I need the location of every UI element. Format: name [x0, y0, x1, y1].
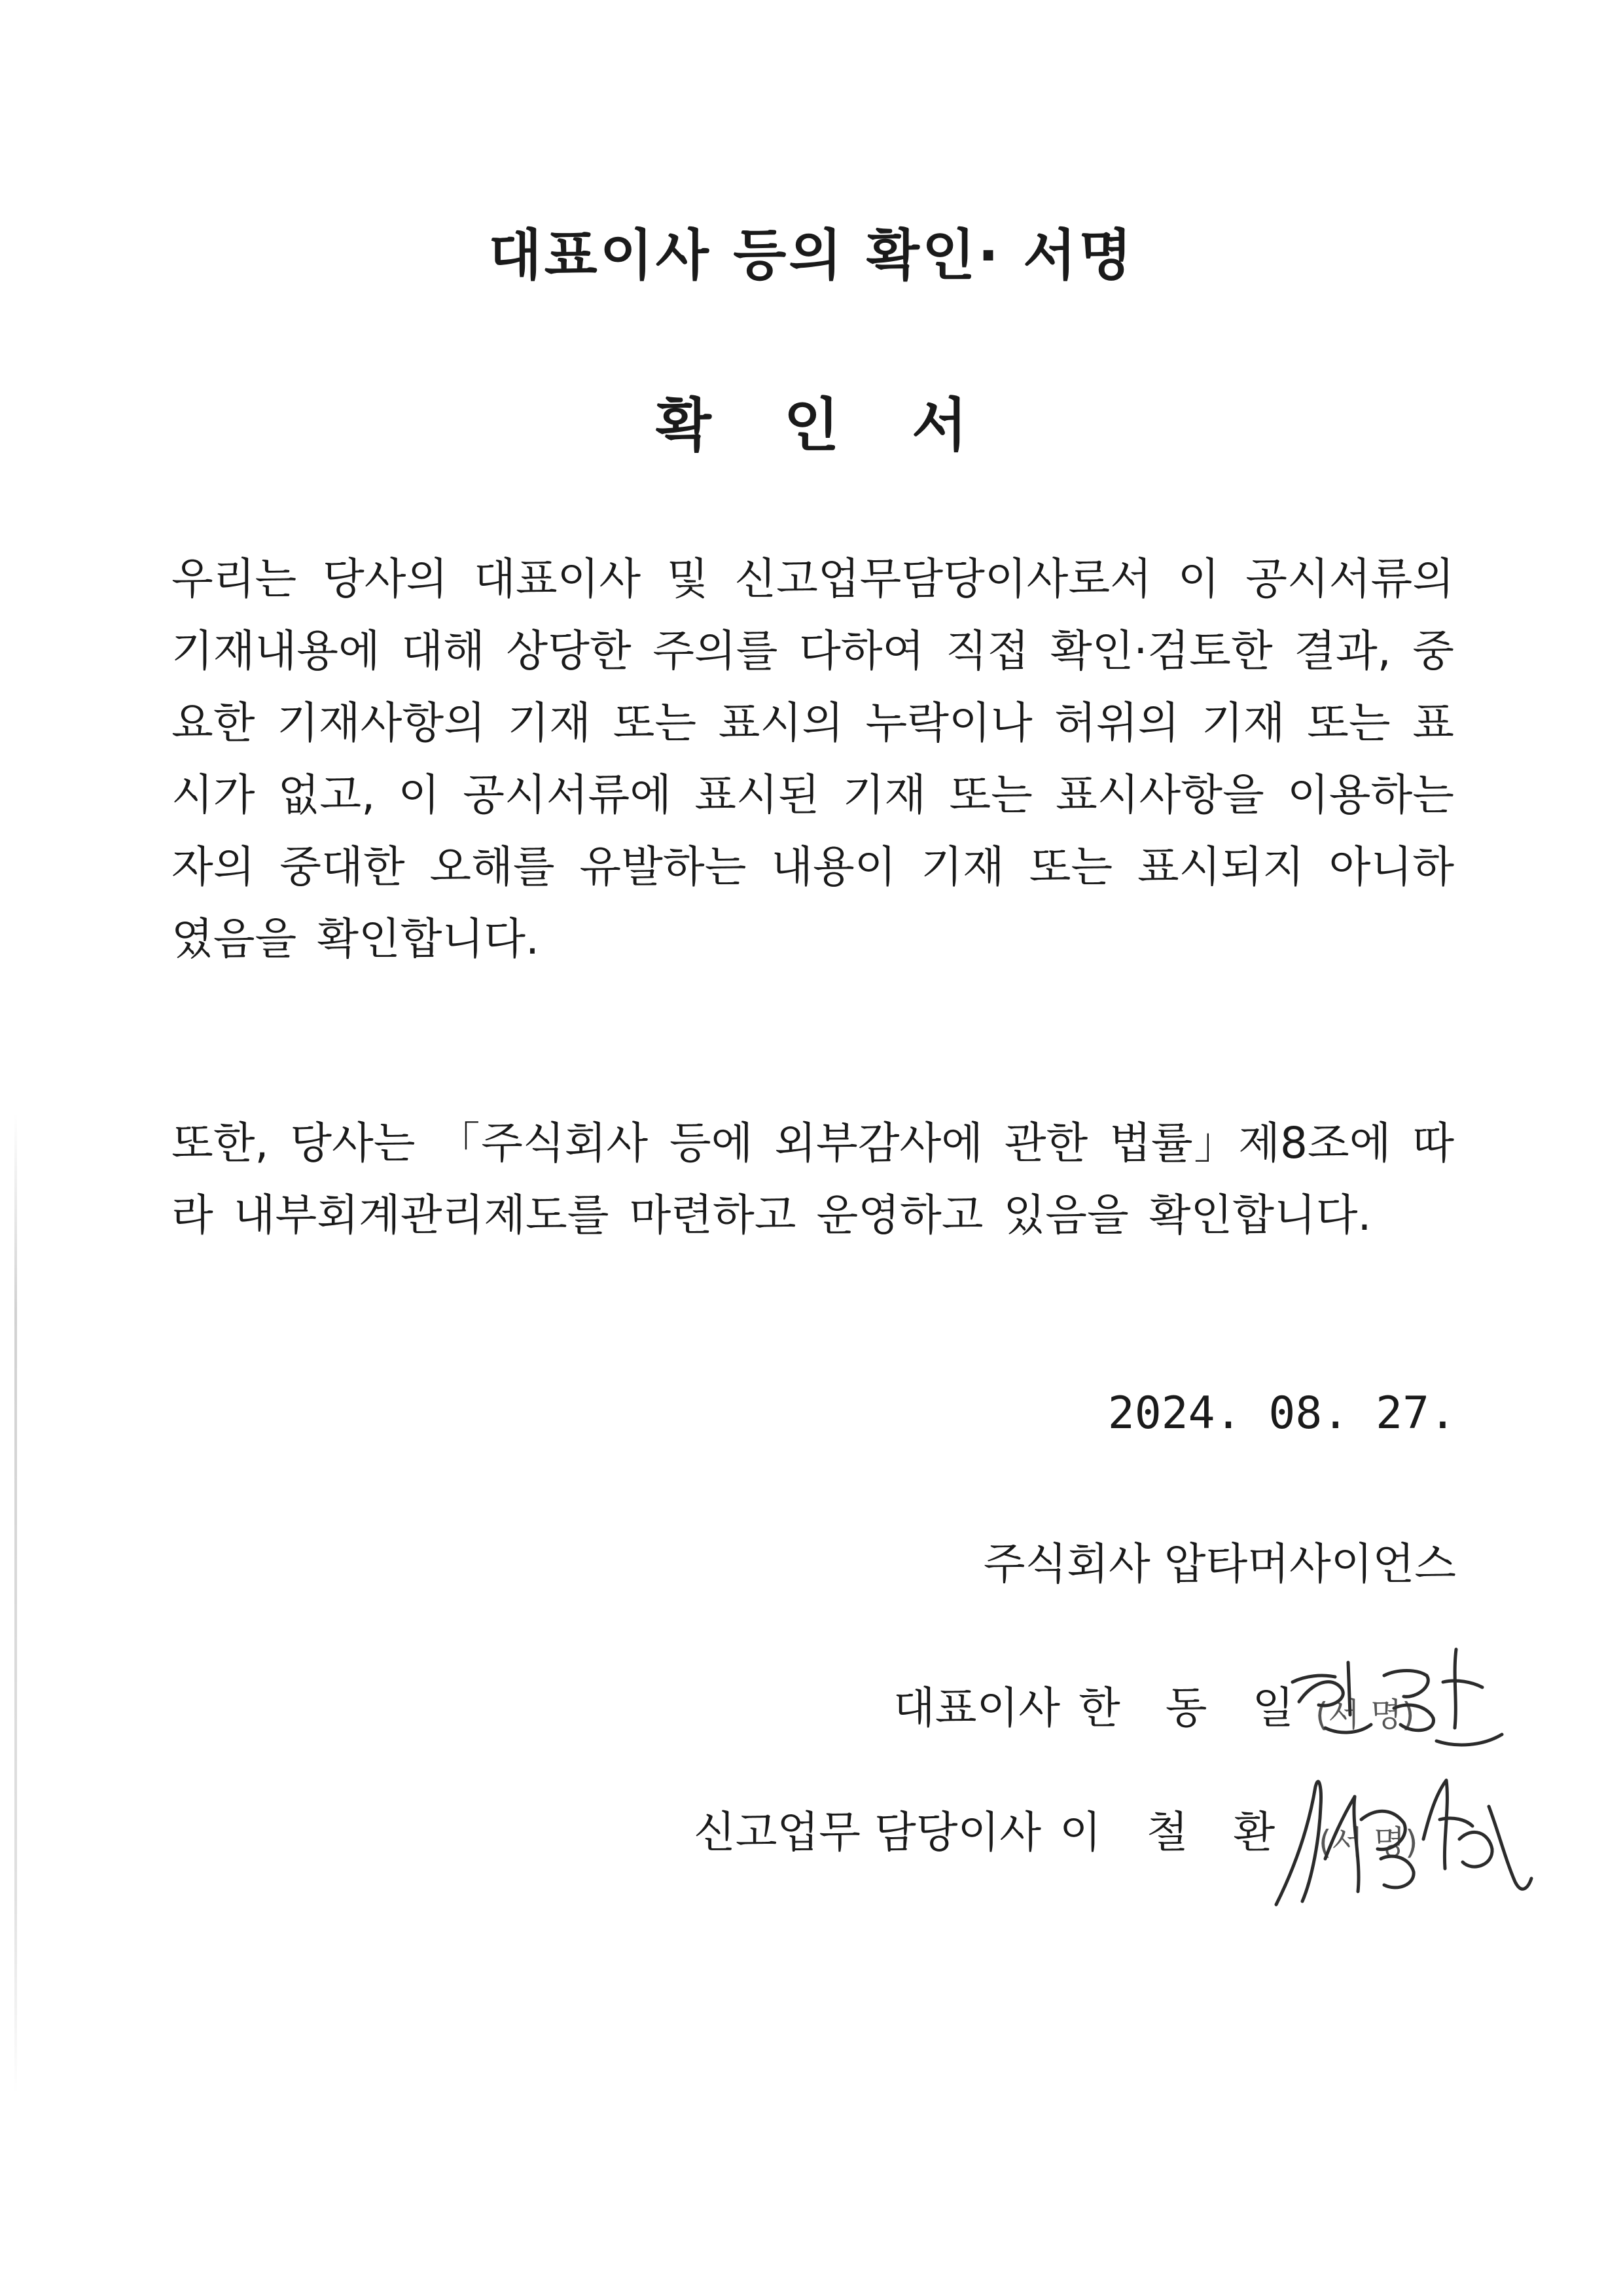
document-date: 2024. 08. 27.	[1107, 1388, 1456, 1439]
company-name: 주식회사 압타머사이언스	[983, 1539, 1456, 1589]
internal-control-paragraph: 또한, 당사는 「주식회사 등에 외부감사에 관한 법률」제8조에 따라 내부회계관리제도를 마련하고 운영하고 있음을 확인합니다.	[171, 1118, 1454, 1240]
officer-handwritten-signature	[1263, 1761, 1538, 1918]
officer-seal-text: (서 명)	[1319, 1823, 1418, 1861]
officer-signature-line	[694, 1797, 1291, 1869]
scan-edge-shadow	[14, 1113, 17, 2094]
ceo-seal-text: (서 명)	[1315, 1696, 1415, 1734]
confirmation-paragraph: 우리는 당사의 대표이사 및 신고업무담당이사로서 이 공시서류의 기재내용에 대해 상당한 주의를 다하여 직접 확인·검토한 결과, 중요한 기재사항의 기재 또는 표시의 누락이나 허위의 기재 또는 표시가 없고, 이 공시서류에 표시된 기재 또는 표시사항을 이용하는 자의 중대한 오해를 유발하는 내용이 기재 또는 표시되지 아니하였음을 확인합니다.	[171, 554, 1454, 964]
ceo-name: 한 동 일	[1079, 1683, 1310, 1733]
ceo-role-label: 대표이사	[893, 1683, 1061, 1733]
ceo-handwritten-signature	[1286, 1636, 1508, 1761]
officer-name: 이 철 환	[1060, 1807, 1291, 1857]
ceo-signature-line	[893, 1672, 1310, 1744]
document-subheading: 확 인 서	[655, 391, 994, 459]
officer-role-label: 신고업무 담당이사	[694, 1807, 1042, 1857]
document-heading: 대표이사 등의 확인· 서명	[488, 223, 1135, 287]
